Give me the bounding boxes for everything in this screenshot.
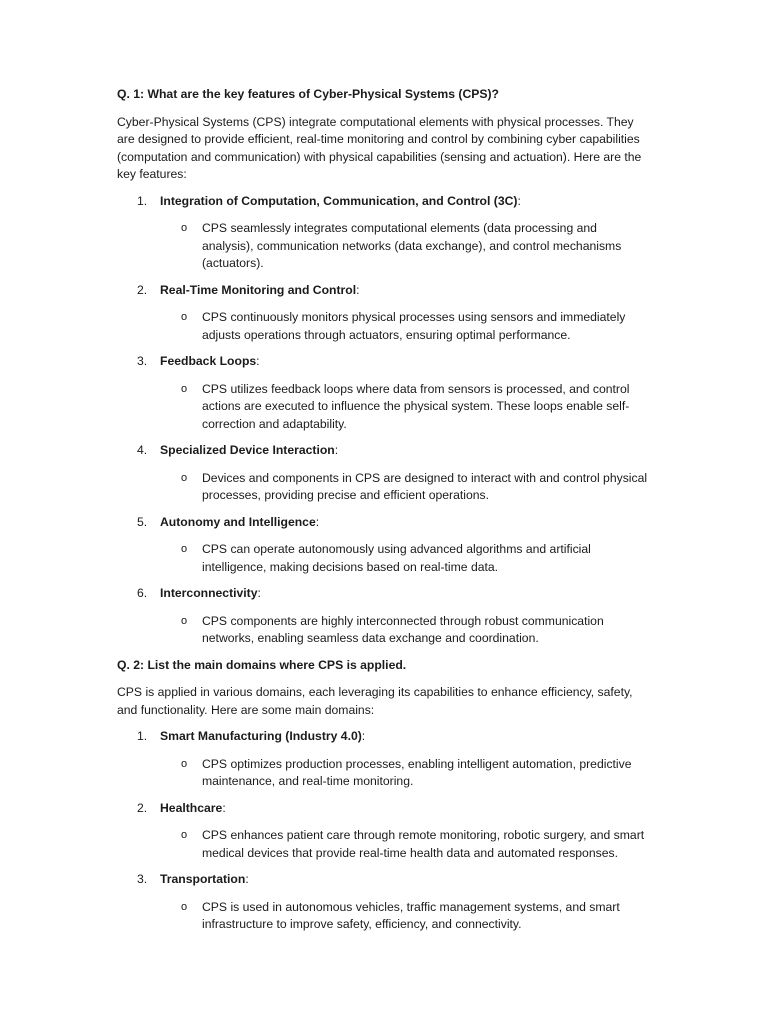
list-item [117,193,651,273]
hollow-bullet-icon: o [181,471,188,484]
question-1-heading: Q. 1: What are the key features of Cyber-Physical Systems (CPS)? [117,87,500,101]
title-colon: : [222,800,226,815]
feature-title: Specialized Device Interaction [160,443,335,457]
feature-title: Autonomy and Intelligence [160,514,316,529]
bullet-text: CPS optimizes production processes, enabling intelligent automation, predictive maintenance, and real-time monitoring. [202,756,632,788]
list-number: 6. [137,586,148,600]
list-number: 3. [137,354,148,368]
hollow-bullet-icon: o [181,829,188,841]
title-colon: : [361,729,366,743]
title-colon: : [356,282,360,297]
title-colon: : [517,193,521,208]
feature-title: Integration of Computation, Communication, and Control (3C) [160,193,518,208]
list-number: 1. [137,193,148,208]
bullet-text: CPS utilizes feedback loops where data from sensors is processed, and control actions are executed to influence the physical system. These loops enable self-correction and adaptability. [202,381,630,431]
bullet-text: CPS can operate autonomously using advanced algorithms and artificial intelligence, making decisions based on real-time data. [202,542,591,574]
list-item [117,442,651,505]
hollow-bullet-icon: o [181,222,188,234]
list-item [117,728,651,791]
hollow-bullet-icon: o [181,311,188,323]
feature-title: Real-Time Monitoring and Control [160,282,357,297]
list-number: 1. [137,729,148,743]
list-item [117,585,651,648]
question-2-heading: Q. 2: List the main domains where CPS is applied. [117,657,407,672]
domain-title: Transportation [160,872,246,886]
bullet-text: Devices and components in CPS are designed to interact with and control physical processes, providing precise and efficient operations. [202,470,648,502]
domain-title: Smart Manufacturing (Industry 4.0) [160,729,362,743]
list-item [117,871,651,934]
document-page [117,86,651,943]
title-colon: : [257,586,261,600]
list-item [117,282,651,345]
list-number: 2. [137,800,148,815]
hollow-bullet-icon: o [181,900,188,913]
hollow-bullet-icon: o [181,543,188,555]
feature-title: Feedback Loops [160,354,257,368]
bullet-text: CPS enhances patient care through remote monitoring, robotic surgery, and smart medical devices that provide real-time health data and automated responses. [202,828,645,860]
hollow-bullet-icon: o [181,382,188,395]
bullet-text: CPS components are highly interconnected through robust communication networks, enabling seamless data exchange and coordination. [202,613,604,645]
list-item [117,800,651,863]
hollow-bullet-icon: o [181,757,188,770]
bullet-text: CPS is used in autonomous vehicles, traffic management systems, and smart infrastructure to improve safety, efficiency, and connectivity. [202,899,620,931]
question-2-list [117,728,651,934]
list-item [117,514,651,577]
question-1-intro: Cyber-Physical Systems (CPS) integrate computational elements with physical processes. They are designed to provide efficient, real-time monitoring and control by combining cyber capabilities (computation and communication) with physical capabilities (sensing and actuation). Here are the key features: [117,114,642,181]
domain-title: Healthcare [160,800,223,815]
list-number: 2. [137,282,148,297]
question-1-list [117,193,651,648]
list-number: 5. [137,514,148,529]
bullet-text: CPS seamlessly integrates computational elements (data processing and analysis), communication networks (data exchange), and control mechanisms (actuators). [202,221,622,270]
question-2-intro: CPS is applied in various domains, each leveraging its capabilities to enhance efficiency, safety, and functionality. Here are some main domains: [117,685,633,717]
title-colon: : [334,443,339,457]
list-number: 4. [137,443,148,457]
feature-title: Interconnectivity [160,586,258,600]
title-colon: : [245,872,249,886]
hollow-bullet-icon: o [181,614,188,627]
list-item [117,353,651,433]
title-colon: : [256,354,260,368]
title-colon: : [315,514,320,529]
list-number: 3. [137,872,148,886]
bullet-text: CPS continuously monitors physical processes using sensors and immediately adjusts operations through actuators, ensuring optimal performance. [202,310,626,342]
